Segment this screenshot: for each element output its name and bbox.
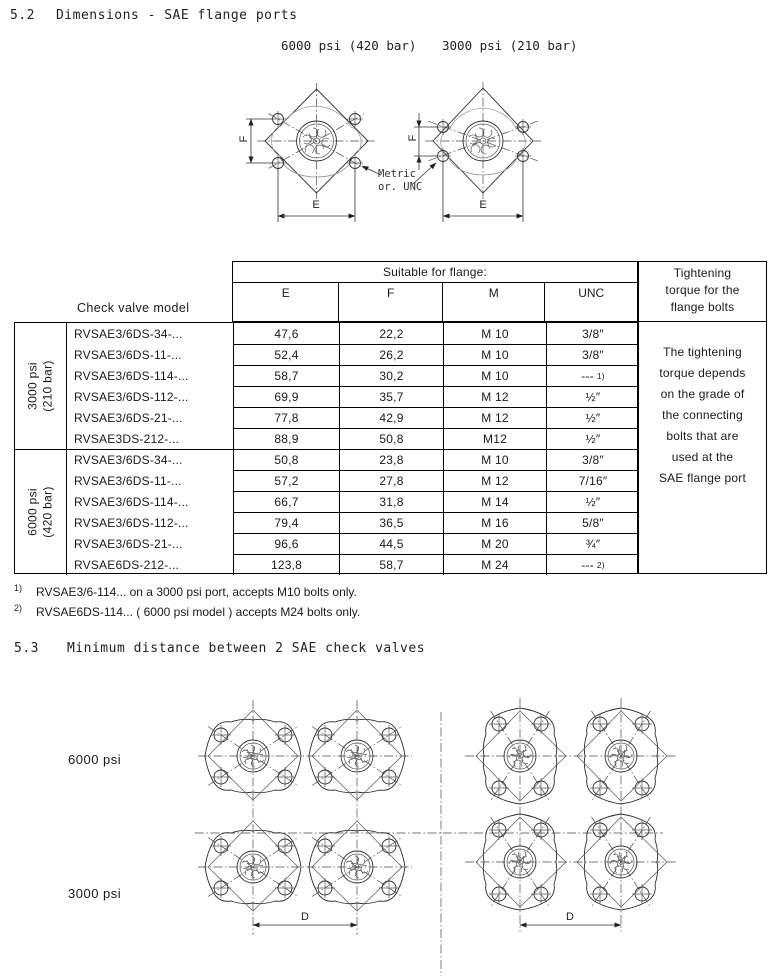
table-cell-f: 58,7 xyxy=(379,557,404,572)
footnote-marker: 1) xyxy=(14,583,23,593)
table-cell-f: 27,8 xyxy=(379,473,404,488)
torque-header-line: flange bolts xyxy=(670,300,735,314)
table-cell-m: M12 xyxy=(483,431,507,446)
caption-6000-psi: 6000 psi (420 bar) xyxy=(281,38,417,53)
dim-label-d-left: D xyxy=(301,911,309,923)
torque-header-line: torque for the xyxy=(665,283,740,297)
table-cell-f: 36,5 xyxy=(379,515,404,530)
footnote-text: RVSAE6DS-114... ( 6000 psi model ) accepts M24 bolts only. xyxy=(36,605,361,619)
table-cell-unc: ½″ xyxy=(585,410,601,425)
table-cell-m: M 12 xyxy=(481,389,509,404)
torque-header-line: Tightening xyxy=(673,266,732,280)
flange-group-left xyxy=(205,710,405,911)
table-cell-f: 22,2 xyxy=(379,326,404,341)
metric-note-line1: Metric xyxy=(378,168,416,180)
table-cell-e: 57,2 xyxy=(274,473,299,488)
table-cell-f: 50,8 xyxy=(379,431,404,446)
table-cell-e: 58,7 xyxy=(274,368,299,383)
table-cell-m: M 10 xyxy=(481,452,509,467)
section-number: 5.3 xyxy=(14,641,39,656)
column-header-e: E xyxy=(281,286,290,300)
table-cell-f: 42,9 xyxy=(379,410,404,425)
table-cell-m: M 10 xyxy=(481,368,509,383)
metric-unc-note xyxy=(378,168,422,194)
table-cell-e: 47,6 xyxy=(274,326,299,341)
footnote-2 xyxy=(14,603,360,619)
table-cell-unc: 7/16″ xyxy=(578,473,608,488)
table-cell-unc: --- 2) xyxy=(581,557,605,572)
pressure-group-label xyxy=(15,449,66,575)
torque-body-line: bolts that are xyxy=(666,429,739,443)
dim-label-d-right: D xyxy=(566,911,574,923)
table-cell-f: 31,8 xyxy=(379,494,404,509)
footnote-reference: 1) xyxy=(596,370,605,381)
table-cell-model: RVSAE3/6DS-34-... xyxy=(74,326,183,341)
table-cell-model: RVSAE3/6DS-34-... xyxy=(74,452,183,467)
table-cell-f: 44,5 xyxy=(379,536,404,551)
table-cell-f: 35,7 xyxy=(379,389,404,404)
pressure-group-label xyxy=(15,323,66,449)
table-cell-f: 30,2 xyxy=(379,368,404,383)
table-cell-m: M 14 xyxy=(481,494,509,509)
column-header-f: F xyxy=(338,283,441,323)
torque-header xyxy=(639,262,766,322)
table-cell-m: M 10 xyxy=(481,347,509,362)
column-header-m: M xyxy=(442,283,545,323)
section-5-3-heading xyxy=(14,641,425,656)
table-cell-model: RVSAE3/6DS-11-... xyxy=(74,473,182,488)
flange-header-box xyxy=(232,261,638,322)
label-3000-psi: 3000 psi xyxy=(68,886,122,901)
footnote-text: RVSAE3/6-114... on a 3000 psi port, accepts M10 bolts only. xyxy=(36,585,357,599)
table-cell-model: RVSAE3/6DS-11-... xyxy=(74,347,182,362)
footnote-reference: 2) xyxy=(596,559,605,570)
table-cell-model: RVSAE3/6DS-112-... xyxy=(74,389,189,404)
table-cell-e: 88,9 xyxy=(274,431,299,446)
table-cell-unc: 5/8″ xyxy=(582,515,604,530)
table-cell-m: M 16 xyxy=(481,515,509,530)
torque-body-line: SAE flange port xyxy=(658,471,747,485)
table-cell-e: 96,6 xyxy=(274,536,299,551)
table-cell-unc: ½″ xyxy=(585,389,601,404)
section-5-2-heading xyxy=(10,8,297,23)
table-cell-e: 50,8 xyxy=(274,452,299,467)
column-header-unc: UNC xyxy=(544,283,637,323)
dim-label-f-6000: F xyxy=(238,135,250,143)
table-cell-f: 23,8 xyxy=(379,452,404,467)
torque-body-line: on the grade of xyxy=(660,387,745,401)
table-cell-e: 79,4 xyxy=(274,515,299,530)
label-6000-psi: 6000 psi xyxy=(68,752,122,767)
flange-header-title: Suitable for flange: xyxy=(233,262,637,283)
caption-3000-psi: 3000 psi (210 bar) xyxy=(442,38,578,53)
table-cell-f: 26,2 xyxy=(379,347,404,362)
table-cell-e: 123,8 xyxy=(270,557,303,572)
section-number: 5.2 xyxy=(10,8,35,23)
table-cell-unc: ½″ xyxy=(585,494,601,509)
table-cell-model: RVSAE3DS-212-... xyxy=(74,431,180,446)
torque-body-line: torque depends xyxy=(659,366,746,380)
table-cell-unc: 3/8″ xyxy=(582,347,604,362)
table-cell-model: RVSAE3/6DS-21-... xyxy=(74,410,183,425)
torque-body-line: used at the xyxy=(671,450,734,464)
sae-flange-drawing xyxy=(0,75,777,247)
dim-label-e-6000: E xyxy=(312,199,320,211)
table-cell-model: RVSAE3/6DS-114-... xyxy=(74,494,189,509)
table-cell-m: M 12 xyxy=(481,410,509,425)
table-cell-unc: ½″ xyxy=(585,431,601,446)
footnote-1 xyxy=(14,583,357,599)
table-cell-model: RVSAE3/6DS-112-... xyxy=(74,515,189,530)
table-cell-model: RVSAE3/6DS-21-... xyxy=(74,536,183,551)
table-cell-m: M 24 xyxy=(481,557,509,572)
corner-label-check-valve-model: Check valve model xyxy=(77,301,190,315)
torque-column xyxy=(638,261,767,574)
pressure-group-text: 3000 psi (210 bar) xyxy=(25,360,55,412)
table-cell-e: 77,8 xyxy=(274,410,299,425)
table-cell-e: 52,4 xyxy=(274,347,299,362)
dim-label-e-3000: E xyxy=(479,199,487,211)
table-cell-m: M 12 xyxy=(481,473,509,488)
pressure-group-text: 6000 psi (420 bar) xyxy=(25,486,55,538)
table-cell-unc: ¾″ xyxy=(585,536,601,551)
table-cell-m: M 10 xyxy=(481,326,509,341)
section-title: Minimum distance between 2 SAE check valves xyxy=(66,641,426,656)
torque-body-line: The tightening xyxy=(663,345,742,359)
check-valve-table xyxy=(14,322,638,574)
table-cell-model: RVSAE3/6DS-114-... xyxy=(74,368,189,383)
metric-note-line2: or. UNC xyxy=(378,181,423,193)
table-cell-unc: 3/8″ xyxy=(582,326,604,341)
table-cell-m: M 20 xyxy=(481,536,509,551)
dim-label-f-3000: F xyxy=(407,134,419,142)
section-title: Dimensions - SAE flange ports xyxy=(55,8,298,23)
table-cell-e: 66,7 xyxy=(274,494,299,509)
min-distance-drawing xyxy=(0,690,777,976)
table-cell-model: RVSAE6DS-212-... xyxy=(74,557,180,572)
torque-body xyxy=(639,322,766,489)
table-cell-e: 69,9 xyxy=(274,389,299,404)
footnote-marker: 2) xyxy=(14,603,23,613)
flange-group-right xyxy=(476,708,667,910)
table-cell-unc: 3/8″ xyxy=(582,452,604,467)
table-cell-unc: --- 1) xyxy=(581,368,605,383)
torque-body-line: the connecting xyxy=(662,408,743,422)
